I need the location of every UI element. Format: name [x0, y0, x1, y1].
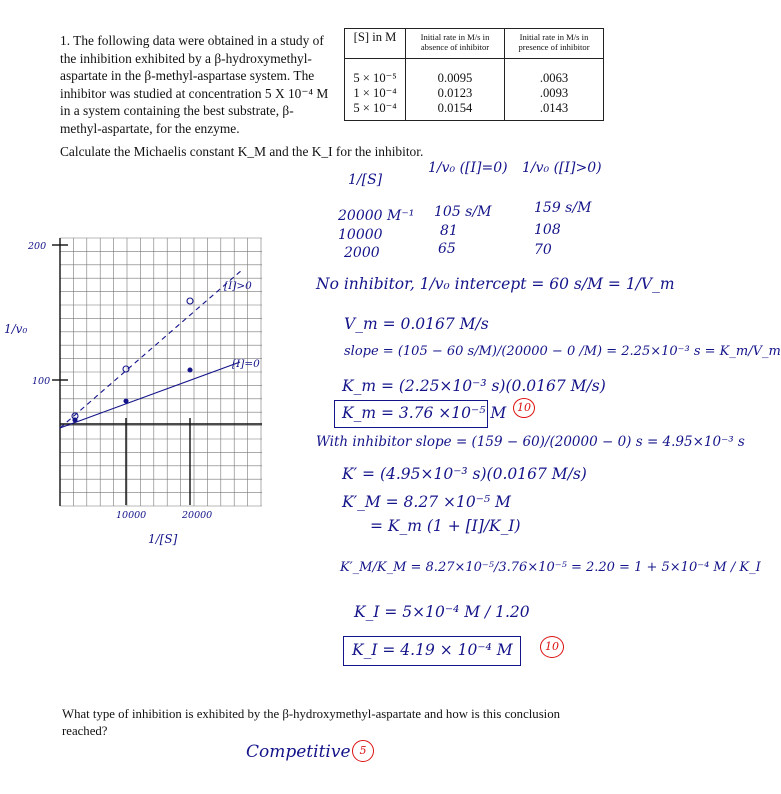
work-intercept: No inhibitor, 1/v₀ intercept = 60 s/M = 1/V_m [316, 275, 675, 293]
work-kprime-result: K′_M = 8.27 ×10⁻⁵ M [342, 493, 511, 511]
inverse-v0-inhibitor-header: 1/v₀ ([I]>0) [522, 160, 602, 176]
work-ratio: K′_M/K_M = 8.27×10⁻⁵/3.76×10⁻⁵ = 2.20 = 1 + 5×10⁻⁴ M / K_I [340, 560, 761, 575]
table-header: Initial rate in M/s in absence of inhibitor [406, 29, 505, 59]
hand-row-value: 105 s/M [434, 204, 492, 220]
score-circle: 10 [540, 636, 564, 658]
hand-row-value: 65 [438, 241, 456, 257]
question-line: in a system containing the best substrate, β- [60, 103, 294, 119]
calculate-instruction: Calculate the Michaelis constant K_M and the K_I for the inhibitor. [60, 144, 424, 159]
hand-row-value: 20000 M⁻¹ [338, 208, 415, 224]
score-circle: 10 [513, 398, 535, 418]
hand-row-value: 108 [534, 222, 561, 238]
x-tick-label: 20000 [182, 510, 213, 521]
y-tick-label: 200 [28, 241, 47, 252]
inhibitor-line-label: [I]>0 [224, 280, 252, 292]
x-tick-label: 10000 [116, 510, 147, 521]
no-inhibitor-line-label: [I]=0 [232, 358, 260, 370]
work-ki-calc: K_I = 5×10⁻⁴ M / 1.20 [354, 603, 530, 621]
data-point-inhibitor [187, 298, 193, 304]
inverse-s-header: 1/[S] [348, 172, 383, 188]
x-axis-label: 1/[S] [148, 532, 178, 546]
inhibitor-line [60, 270, 242, 428]
y-axis-label: 1/v₀ [4, 322, 28, 336]
table-header: Initial rate in M/s in presence of inhibitor [505, 29, 604, 59]
data-point-no-inhibitor [73, 418, 77, 422]
table-header: [S] in M [345, 29, 406, 59]
question-line: inhibitor was studied at concentration 5 X 10⁻⁴ M [60, 85, 329, 101]
work-kprime-formula: = K_m (1 + [I]/K_I) [370, 517, 521, 535]
question-2-text: What type of inhibition is exhibited by the β-hydroxymethyl-aspartate and how is this conclusion reached? [62, 707, 561, 738]
handwritten-answer: Competitive [246, 742, 351, 762]
question-line: methyl-aspartate, for the enzyme. [60, 120, 240, 136]
work-kprime-calc: K′ = (4.95×10⁻³ s)(0.0167 M/s) [342, 465, 587, 483]
question-line: the inhibition exhibited by a β-hydroxymethyl- [60, 50, 312, 66]
hand-row-value: 159 s/M [534, 200, 592, 216]
hand-row-value: 70 [534, 242, 552, 258]
table-cell-present: .0063 .0093 .0143 [505, 59, 604, 121]
inverse-v0-no-inhibitor-header: 1/v₀ ([I]=0) [428, 160, 508, 176]
work-slope: slope = (105 − 60 s/M)/(20000 − 0 /M) = 2.25×10⁻³ s = K_m/V_m [344, 344, 781, 359]
hand-row-value: 2000 [344, 245, 380, 261]
table-cell-absent: 0.0095 0.0123 0.0154 [406, 59, 505, 121]
work-km-calc: K_m = (2.25×10⁻³ s)(0.0167 M/s) [342, 377, 606, 395]
hand-row-value: 10000 [338, 227, 383, 243]
table-cell-s: 5 × 10⁻⁵ 1 × 10⁻⁴ 5 × 10⁻⁴ [345, 59, 406, 121]
work-vm: V_m = 0.0167 M/s [344, 315, 489, 333]
score-circle: 5 [352, 740, 374, 762]
graph-grid [60, 238, 262, 506]
hand-row-value: 81 [440, 223, 458, 239]
question-line: 1. The following data were obtained in a study of [60, 33, 324, 48]
work-km-result: K_m = 3.76 ×10⁻⁵ M [342, 404, 507, 422]
question-line: aspartate in the β-methyl-aspartase system. The [60, 68, 315, 84]
data-point-no-inhibitor [188, 368, 192, 372]
y-tick-label: 100 [32, 376, 51, 387]
work-inhibitor-slope: With inhibitor slope = (159 − 60)/(20000 − 0) s = 4.95×10⁻³ s [316, 434, 745, 450]
work-ki-result: K_I = 4.19 × 10⁻⁴ M [352, 641, 513, 659]
data-point-no-inhibitor [124, 399, 128, 403]
